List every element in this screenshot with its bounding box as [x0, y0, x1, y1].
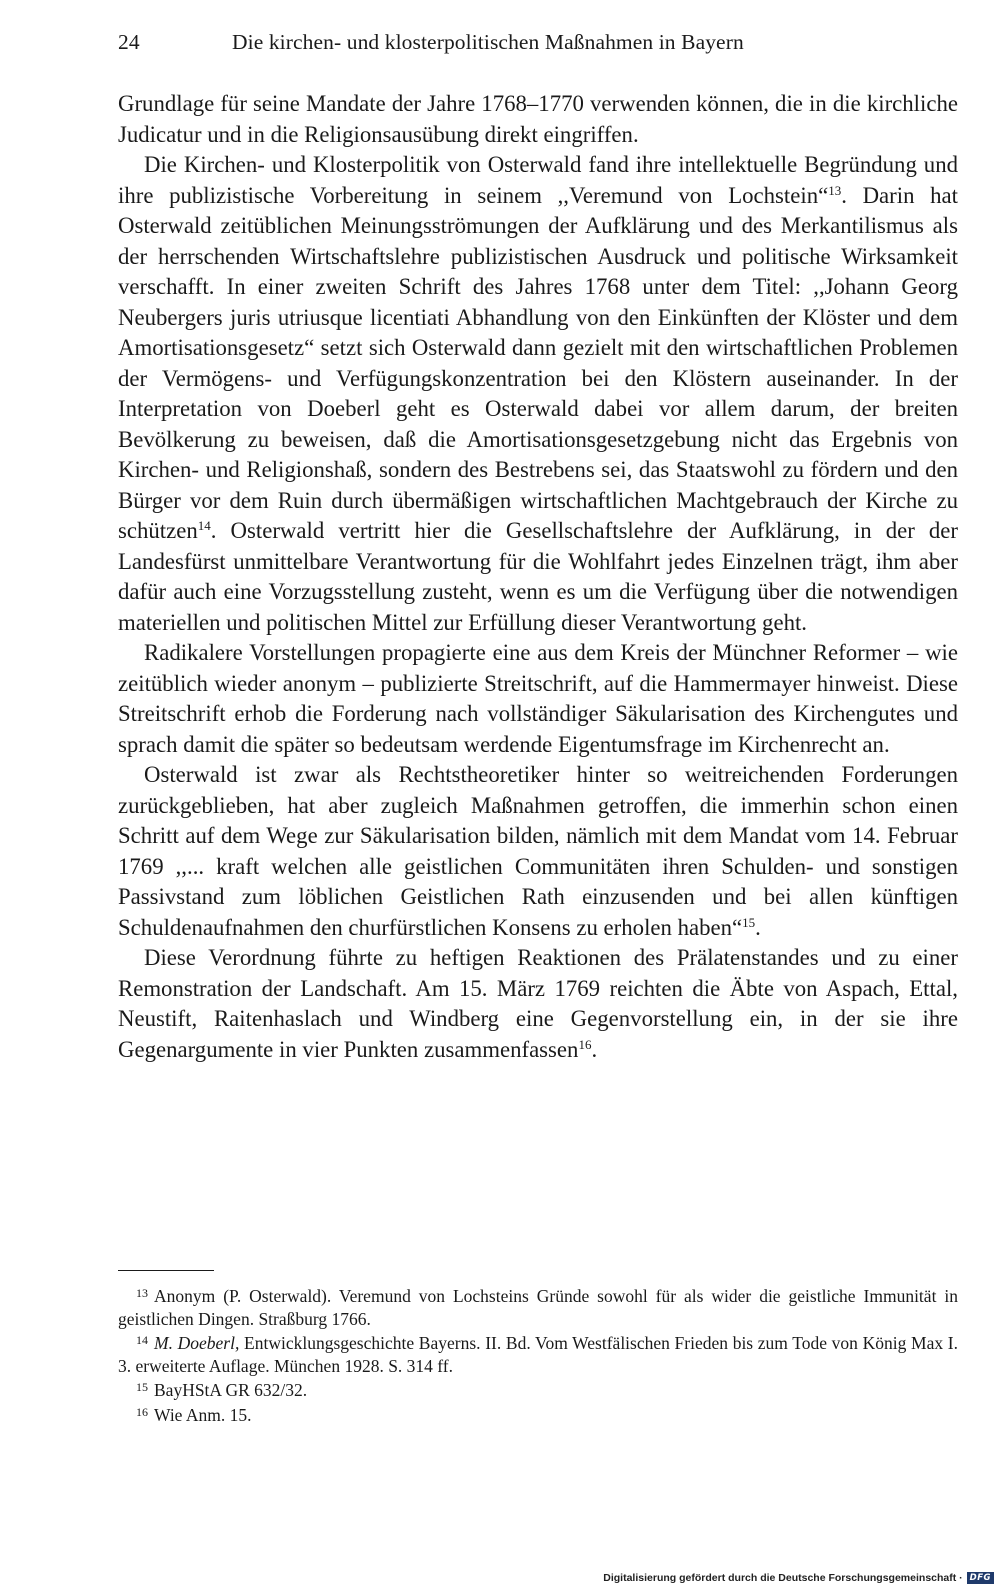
footnotes	[118, 1285, 958, 1426]
paragraph-4-text-b: .	[755, 914, 761, 940]
page-number: 24	[118, 30, 140, 54]
paragraph-4	[118, 760, 958, 943]
paragraph-4-text-a: Osterwald ist zwar als Rechtstheoretiker hinter so weitreichenden Forderungen zurückgeblieben, hat aber zugleich Maßnahmen getroffen, die immerhin schon einen Schritt auf dem Wege zur Säkularisation bilden, nämlich mit dem Mandat vom 14. Februar 1769 ,,... kraft welchen alle geistlichen Communitäten ihren Schulden- und sonstigen Passivstand zum löblichen Geistlichen Rath einzusenden und bei allen künftigen Schuldenaufnahmen den churfürstlichen Konsens zu erholen haben“	[118, 762, 958, 940]
footnote-number: 14	[136, 1333, 148, 1347]
paragraph-5	[118, 943, 958, 1065]
paragraph-3	[118, 638, 958, 760]
paragraph-2-text-c: . Osterwald vertritt hier die Gesellschaftslehre der Aufklärung, in der der Landesfürst unmittelbare Verantwortung für die Wohlfahrt jedes Einzelnen trägt, ihm aber dafür auch eine Vorzugsstellung zusteht, wenn es um die Verfügung über die notwendigen materiellen und politischen Mittel zur Erfüllung dieser Verantwortung geht.	[118, 518, 958, 635]
footnote-number: 16	[136, 1404, 148, 1419]
footnote-13	[118, 1285, 958, 1330]
footnote-text: BayHStA GR 632/32.	[154, 1380, 308, 1400]
footnote-ref-13: 13	[828, 182, 842, 198]
page-header	[118, 30, 848, 64]
paragraph-2-text-b: . Darin hat Osterwald zeitüblichen Meinungsströmungen der Aufklärung und des Merkantilismus als der herrschenden Wirtschaftslehre publizistischen Ausdruck und politische Wirksamkeit verschafft. In einer zweiten Schrift des Jahres 1768 unter dem Titel: ,,Johann Georg Neubergers juris utriusque licentiati Abhandlung von den Einkünften der Klöster und dem Amortisationsgesetz“ setzt sich Osterwald dann gezielt mit den wirtschaftlichen Problemen der Vermögens- und Verfügungskonzentration bei den Klöstern auseinander. In der Interpretation von Doeberl geht es Osterwald dabei vor allem darum, der breiten Bevölkerung zu beweisen, daß die Amortisationsgesetzgebung nicht das Ergebnis von Kirchen- und Religionshaß, sondern des Bestrebens sei, das Staatswohl zu fördern und den Bürger vor dem Ruin durch übermäßigen wirtschaftlichen Machtgebrauch der Kirche zu schützen	[118, 182, 958, 543]
paragraph-2	[118, 150, 958, 638]
credit-text: Digitalisierung gefördert durch die Deutsche Forschungsgemeinschaft ·	[603, 1572, 963, 1584]
footnote-14	[118, 1332, 958, 1377]
paragraph-1	[118, 89, 958, 150]
paragraph-1-text: Grundlage für seine Mandate der Jahre 1768–1770 verwenden können, die in die kirchliche Judicatur und in die Religionsausübung direkt eingriffen.	[118, 91, 958, 147]
footnote-ref-15: 15	[742, 914, 756, 930]
dfg-logo-icon: DFG	[967, 1572, 994, 1584]
running-title: Die kirchen- und klosterpolitischen Maßnahmen in Bayern	[232, 30, 744, 54]
footnote-text: Wie Anm. 15.	[154, 1404, 252, 1425]
footnote-text: Entwicklungsgeschichte Bayerns. II. Bd. Vom Westfälischen Frieden bis zum Tode von König Max I. 3. erweiterte Auflage. München 1928. S. 314 ff.	[118, 1333, 958, 1376]
paragraph-5-text-b: .	[591, 1036, 598, 1062]
digitization-credit	[603, 1570, 994, 1586]
footnote-divider	[118, 1270, 214, 1271]
footnote-ref-14: 14	[197, 518, 211, 533]
footnote-text: Anonym (P. Osterwald). Veremund von Lochsteins Gründe sowohl für als wider die geistliche Immunität in geistlichen Dingen. Straßburg 1766.	[118, 1286, 958, 1329]
footnote-number: 15	[136, 1380, 148, 1394]
paragraph-5-text-a: Diese Verordnung führte zu heftigen Reaktionen des Prälatenstandes und zu einer Remonstration der Landschaft. Am 15. März 1769 reichten die Äbte von Aspach, Ettal, Neustift, Raitenhaslach und Windberg eine Gegenvorstellung ein, in der sie ihre Gegenargumente in vier Punkten zusammenfassen	[118, 945, 958, 1062]
paragraph-3-text: Radikalere Vorstellungen propagierte eine aus dem Kreis der Münchner Reformer – wie zeitüblich wieder anonym – publizierte Streitschrift, auf die Hammermayer hinweist. Diese Streitschrift erhob die Forderung nach vollständiger Säkularisation des Kirchengutes und sprach damit die später so bedeutsam werdende Eigentumsfrage im Kirchenrecht an.	[118, 640, 958, 757]
footnote-16	[118, 1404, 958, 1427]
footnote-15	[118, 1379, 958, 1402]
footnote-number: 13	[136, 1286, 148, 1300]
footnote-author: M. Doeberl,	[154, 1333, 240, 1353]
body-text	[118, 89, 958, 1065]
footnote-ref-16: 16	[578, 1036, 592, 1052]
paragraph-2-text-a: Die Kirchen- und Klosterpolitik von Osterwald fand ihre intellektuelle Begründung und ihre publizistische Vorbereitung in seinem ,,Veremund von Lochstein“	[118, 152, 958, 208]
